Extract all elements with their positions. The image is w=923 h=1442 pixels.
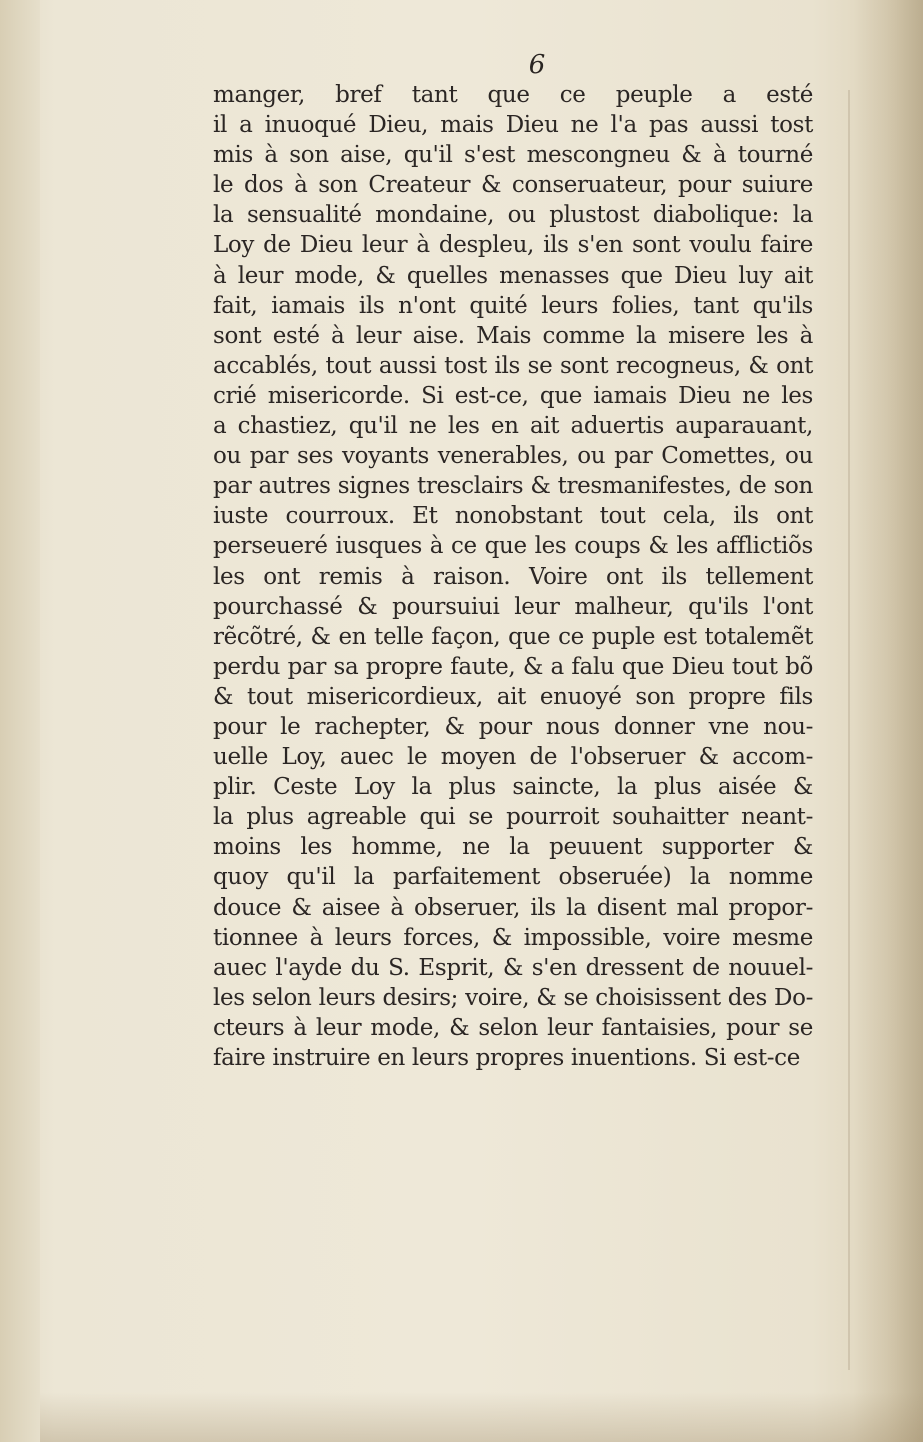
page-number: 6 (528, 50, 546, 80)
text-line: les selon leurs desirs; voire, & se choisissent des Do- (213, 984, 813, 1011)
text-line: tionnee à leurs forces, & impossible, voire mesme (213, 924, 813, 951)
text-line: rẽcõtré, & en telle façon, que ce puple est totalemẽt (213, 623, 813, 650)
text-line: uelle Loy, auec le moyen de l'obseruer & accom- (213, 744, 813, 771)
text-line: par autres signes tresclairs & tresmanifestes, de son (213, 473, 813, 500)
text-line: a chastiez, qu'il ne les en ait aduertis auparauant, (213, 413, 813, 440)
text-line: manger, bref tant que ce peuple a esté (213, 82, 813, 108)
text-line: la plus agreable qui se pourroit souhaitter neant- (213, 804, 813, 831)
page-binding-edge (0, 0, 40, 1442)
text-line: perdu par sa propre faute, & a falu que Dieu tout bõ (213, 653, 813, 680)
text-line: le dos à son Createur & conseruateur, pour suiure (213, 172, 813, 199)
text-line: faire instruire en leurs propres inuentions. Si est-ce (213, 1045, 800, 1071)
text-line: douce & aisee à obseruer, ils la disent mal propor- (213, 894, 813, 921)
text-line: à leur mode, & quelles menasses que Dieu luy ait (213, 262, 813, 289)
text-line: sont esté à leur aise. Mais comme la misere les à (213, 322, 813, 349)
text-line: il a inuoqué Dieu, mais Dieu ne l'a pas aussi tost (213, 112, 813, 139)
page-fold-line (848, 90, 850, 1370)
body-text (213, 80, 813, 1073)
text-line: Loy de Dieu leur à despleu, ils s'en sont voulu faire (213, 232, 813, 259)
text-line: cteurs à leur mode, & selon leur fantaisies, pour se (213, 1014, 813, 1041)
text-line: plir. Ceste Loy la plus saincte, la plus aisée & (213, 774, 813, 801)
text-line: quoy qu'il la parfaitement obseruée) la nomme (213, 864, 813, 891)
text-line: pourchassé & poursuiui leur malheur, qu'ils l'ont (213, 593, 813, 620)
text-line: iuste courroux. Et nonobstant tout cela, ils ont (213, 503, 813, 530)
page-bottom-edge (40, 1392, 923, 1442)
text-line: ou par ses voyants venerables, ou par Comettes, ou (213, 443, 813, 470)
page-right-edge (853, 0, 923, 1442)
text-line: mis à son aise, qu'il s'est mescongneu & à tourné (213, 142, 813, 169)
text-line: les ont remis à raison. Voire ont ils tellement (213, 563, 813, 590)
text-line: pour le rachepter, & pour nous donner vne nou- (213, 713, 813, 740)
text-line: auec l'ayde du S. Esprit, & s'en dressent de nouuel- (213, 954, 813, 981)
text-line: la sensualité mondaine, ou plustost diabolique: la (213, 202, 813, 229)
text-line: perseueré iusques à ce que les coups & les afflictiõs (213, 533, 813, 560)
text-line: fait, iamais ils n'ont quité leurs folies, tant qu'ils (213, 292, 813, 319)
text-line: crié misericorde. Si est-ce, que iamais Dieu ne les (213, 382, 813, 409)
text-line: accablés, tout aussi tost ils se sont recogneus, & ont (213, 352, 813, 379)
text-line: & tout misericordieux, ait enuoyé son propre fils (213, 683, 813, 710)
text-line: moins les homme, ne la peuuent supporter & (213, 834, 813, 861)
